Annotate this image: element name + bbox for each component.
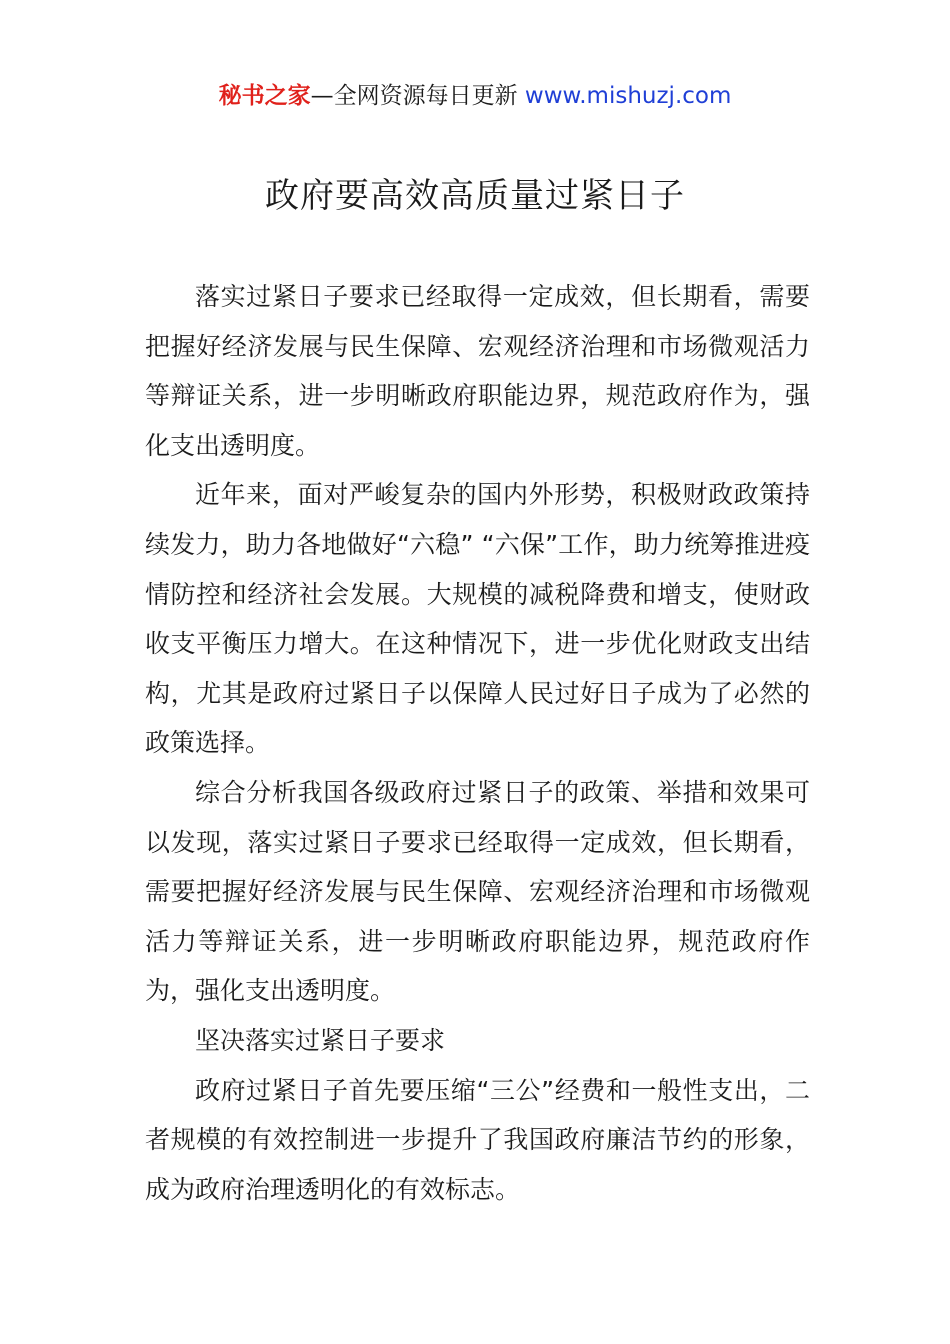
site-header xyxy=(0,78,950,114)
header-tagline: —全网资源每日更新 xyxy=(310,83,518,109)
paragraph: 政府过紧日子首先要压缩“三公”经费和一般性支出，二者规模的有效控制进一步提升了我国政府廉洁节约的形象，成为政府治理透明化的有效标志。 xyxy=(145,1075,810,1204)
section-heading: 坚决落实过紧日子要求 xyxy=(195,1025,446,1055)
paragraph: 近年来，面对严峻复杂的国内外形势，积极财政政策持续发力，助力各地做好“六稳” “六保”工作，助力统筹推进疫情防控和经济社会发展。大规模的减税降费和增支，使财政收支平衡压力增大。在这种情况下，进一步优化财政支出结构，尤其是政府过紧日子以保障人民过好日子成为了必然的政策选择。 xyxy=(145,480,810,758)
site-url-link[interactable]: www.mishuzj.com xyxy=(524,83,732,109)
document-body xyxy=(145,272,810,1214)
brand-name: 秘书之家 xyxy=(218,83,311,109)
paragraph: 落实过紧日子要求已经取得一定成效，但长期看，需要把握好经济发展与民生保障、宏观经济治理和市场微观活力等辩证关系，进一步明晰政府职能边界，规范政府作为，强化支出透明度。 xyxy=(145,282,810,460)
paragraph: 综合分析我国各级政府过紧日子的政策、举措和效果可以发现，落实过紧日子要求已经取得一定成效，但长期看，需要把握好经济发展与民生保障、宏观经济治理和市场微观活力等辩证关系，进一步明晰政府职能边界，规范政府作为，强化支出透明度。 xyxy=(145,777,810,1006)
document-title: 政府要高效高质量过紧日子 xyxy=(265,176,685,216)
